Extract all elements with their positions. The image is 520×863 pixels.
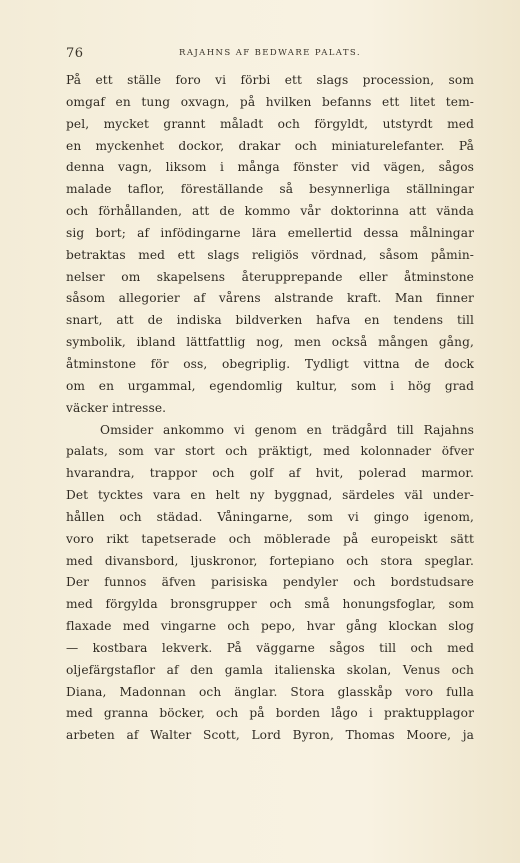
page-number: 76 [66, 46, 84, 61]
text-line: symbolik, ibland lättfattlig nog, men också mången gång, [66, 335, 474, 350]
text-line: med granna böcker, och på borden lågo i praktupplagor [66, 706, 474, 721]
text-line: Diana, Madonnan och änglar. Stora glasskåp voro fulla [66, 684, 474, 699]
text-line: palats, som var stort och präktigt, med kolonnader öfver [66, 444, 474, 459]
text-line: hållen och städad. Våningarne, som vi gingo igenom, [66, 509, 474, 524]
text-line: snart, att de indiska bildverken hafva en tendens till [66, 313, 474, 328]
text-line: en myckenhet dockor, drakar och miniaturelefanter. På [66, 138, 474, 153]
text-line: och förhållanden, att de kommo vår doktorinna att vända [66, 204, 474, 219]
text-line: betraktas med ett slags religiös vördnad, såsom påmin- [66, 247, 474, 262]
text-line: hvarandra, trappor och golf af hvit, polerad marmor. [66, 466, 474, 481]
text-line: omgaf en tung oxvagn, på hvilken befanns ett litet tem- [66, 94, 474, 109]
text-line: åtminstone för oss, obegriplig. Tydligt vittna de dock [66, 356, 474, 371]
text-line: väcker intresse. [66, 400, 167, 415]
text-line: denna vagn, liksom i många fönster vid vägen, sågos [66, 160, 474, 175]
text-line: Der funnos äfven parisiska pendyler och bordstudsare [66, 575, 474, 590]
text-line: På ett ställe foro vi förbi ett slags procession, som [66, 73, 474, 87]
running-head: RAJAHNS AF BEDWARE PALATS. [179, 48, 361, 58]
text-line: voro rikt tapetserade och möblerade på europeiskt sätt [66, 531, 474, 546]
text-line: flaxade med vingarne och pepo, hvar gång klockan slog [66, 619, 474, 634]
text-line: såsom allegorier af vårens alstrande kraft. Man finner [66, 291, 474, 306]
text-line: — kostbara lekverk. På väggarne sågos till och med [66, 640, 474, 655]
text-line: med divansbord, ljuskronor, fortepiano och stora speglar. [66, 553, 474, 568]
paragraph-1 [66, 70, 474, 420]
text-line: Omsider ankommo vi genom en trädgård till Rajahns [100, 422, 474, 437]
text-line: nelser om skapelsens återupprepande eller åtminstone [66, 269, 474, 284]
body-text [66, 70, 474, 747]
paragraph-2 [66, 420, 474, 748]
text-line: Det tycktes vara en helt ny byggnad, särdeles väl under- [66, 488, 474, 503]
text-line: om en urgammal, egendomlig kultur, som i hög grad [66, 378, 474, 393]
page-header [66, 46, 474, 66]
text-line: sig bort; af infödingarne lära emellertid dessa målningar [66, 225, 474, 240]
text-line: malade taflor, föreställande så besynnerliga ställningar [66, 182, 474, 197]
text-line: oljefärgstaflor af den gamla italienska skolan, Venus och [66, 662, 474, 677]
text-line: med förgylda bronsgrupper och små honungsfoglar, som [66, 597, 474, 612]
text-line: arbeten af Walter Scott, Lord Byron, Thomas Moore, ja [66, 728, 474, 743]
text-line: pel, mycket grannt måladt och förgyldt, utstyrdt med [66, 116, 474, 131]
